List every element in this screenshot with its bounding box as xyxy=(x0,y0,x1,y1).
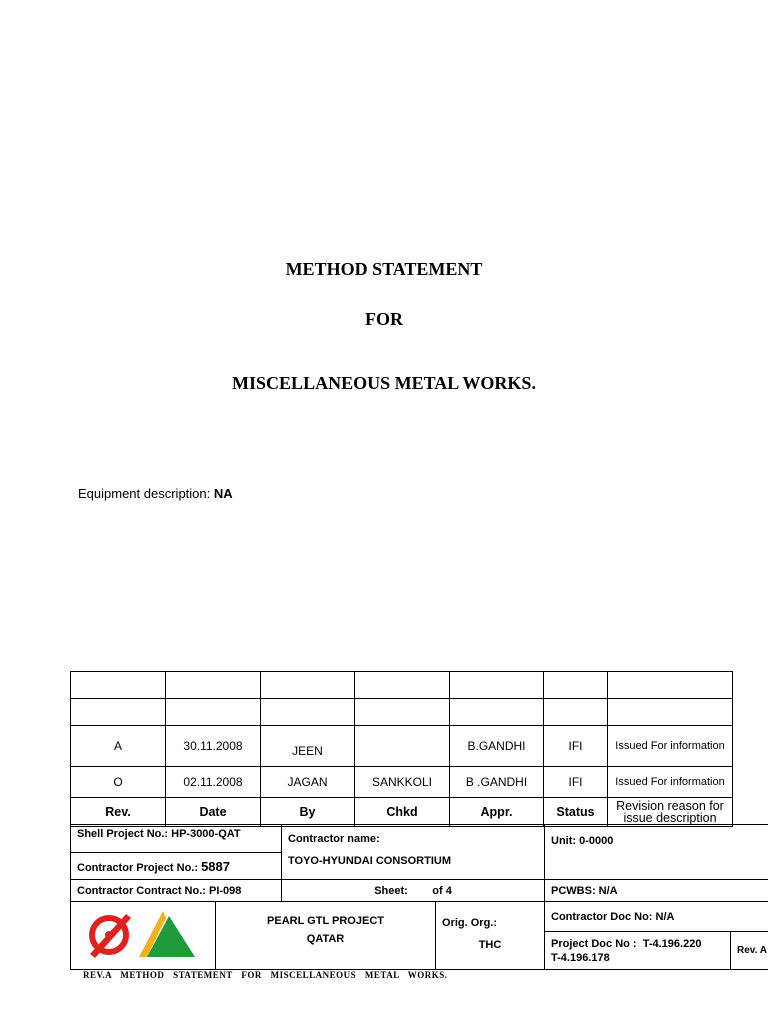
title-block-table xyxy=(70,824,768,970)
pcwbs: PCWBS: N/A xyxy=(545,880,768,902)
header-date: Date xyxy=(166,798,261,827)
contractor-name-label: Contractor name: xyxy=(288,833,380,845)
revision-row xyxy=(71,767,733,798)
revision-table xyxy=(70,671,733,827)
chkd-cell: SANKKOLI xyxy=(355,767,450,798)
header-desc: Revision reason for issue description xyxy=(608,798,733,827)
unit-number: Unit: 0-0000 xyxy=(545,825,768,880)
project-name-line-1: PEARL GTL PROJECT xyxy=(267,915,384,927)
project-name-cell xyxy=(216,902,436,970)
sheet-of: of 4 xyxy=(432,884,452,897)
contractor-name-cell xyxy=(282,825,545,880)
company-logos xyxy=(71,902,216,966)
orig-org-cell xyxy=(436,902,545,970)
header-appr: Appr. xyxy=(450,798,544,827)
desc-cell: Issued For information xyxy=(608,726,733,767)
doc-revision: Rev. A xyxy=(731,932,768,970)
logos xyxy=(71,902,216,970)
date-cell: 02.11.2008 xyxy=(166,767,261,798)
by-cell: JEEN xyxy=(261,726,355,767)
red-circle-slash-logo-icon xyxy=(90,914,131,958)
green-yellow-triangle-logo-icon xyxy=(139,911,195,957)
revision-row-empty xyxy=(71,699,733,726)
project-doc-number xyxy=(545,932,731,970)
revision-row xyxy=(71,726,733,767)
by-cell: JAGAN xyxy=(261,767,355,798)
date-cell: 30.11.2008 xyxy=(166,726,261,767)
title-line-3: MISCELLANEOUS METAL WORKS. xyxy=(232,373,536,393)
orig-org-label: Orig. Org.: xyxy=(442,917,498,929)
desc-cell: Issued For information xyxy=(608,767,733,798)
status-cell: IFI xyxy=(544,767,608,798)
shell-project-number: Shell Project No.: HP-3000-QAT xyxy=(71,825,282,853)
title-line-2: FOR xyxy=(365,309,403,329)
contractor-project-value: 5887 xyxy=(201,858,230,874)
project-doc-value-2: T-4.196.178 xyxy=(551,951,610,964)
contractor-project-number xyxy=(71,853,282,880)
header-rev: Rev. xyxy=(71,798,166,827)
contractor-name-value: TOYO-HYUNDAI CONSORTIUM xyxy=(288,855,451,867)
revision-header-row xyxy=(71,798,733,827)
revision-row-empty xyxy=(71,672,733,699)
rev-cell: O xyxy=(71,767,166,798)
contractor-contract-number: Contractor Contract No.: PI-098 xyxy=(71,880,282,902)
appr-cell: B.GANDHI xyxy=(450,726,544,767)
equipment-label: Equipment description: xyxy=(78,486,211,501)
rev-cell: A xyxy=(71,726,166,767)
chkd-cell xyxy=(355,726,450,767)
project-name-line-2: QATAR xyxy=(306,933,345,945)
equipment-value: NA xyxy=(213,486,233,501)
footer-text: REV.A METHOD STATEMENT FOR MISCELLANEOUS METAL WORKS. xyxy=(83,970,448,980)
appr-cell: B .GANDHI xyxy=(450,767,544,798)
orig-org-value: THC xyxy=(478,939,502,951)
contractor-project-label: Contractor Project No.: xyxy=(77,861,199,874)
project-doc-label: Project Doc No : xyxy=(551,937,637,950)
contractor-doc-number: Contractor Doc No: N/A xyxy=(545,902,768,932)
equipment-description xyxy=(78,486,233,501)
project-doc-value-1: T-4.196.220 xyxy=(642,937,702,950)
header-chkd: Chkd xyxy=(355,798,450,827)
sheet-label: Sheet: xyxy=(374,884,408,897)
header-status: Status xyxy=(544,798,608,827)
sheet-info xyxy=(282,880,545,902)
title-line-1: METHOD STATEMENT xyxy=(285,259,483,279)
header-by: By xyxy=(261,798,355,827)
status-cell: IFI xyxy=(544,726,608,767)
